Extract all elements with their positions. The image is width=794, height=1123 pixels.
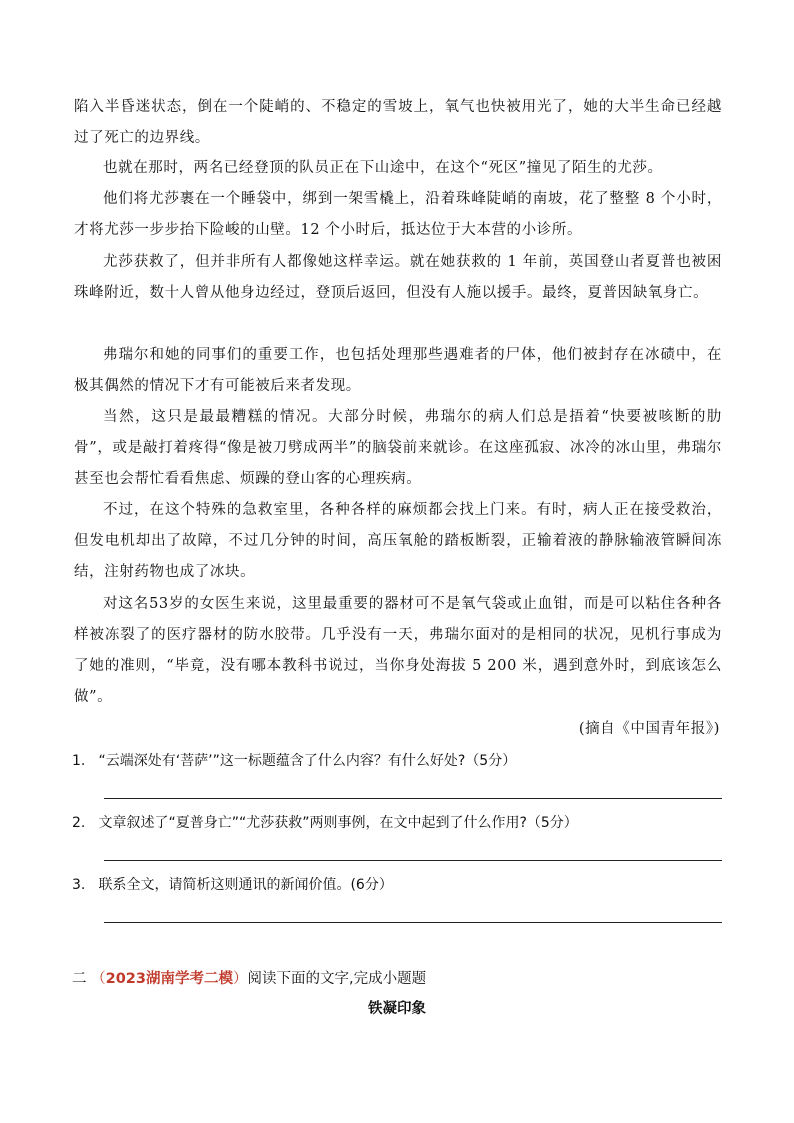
section-source-tag: 2023湖南学考二模 — [105, 971, 233, 987]
article-paragraph-3: 他们将尤莎裹在一个睡袋中，绑到一架雪橇上，沿着珠峰陡峭的南坡，花了整整 8 个小时，才将尤莎一步步抬下险峻的山壁。12 个小时后，抵达位于大本营的小诊所。 — [74, 191, 722, 238]
article-source: (摘自《中国青年报》) — [578, 721, 720, 737]
section-instruction: 阅读下面的文字,完成小题题 — [247, 971, 427, 987]
question-number: 3. — [72, 877, 86, 893]
question-3 — [72, 874, 722, 896]
question-1 — [72, 750, 722, 772]
question-text: 联系全文，请简析这则通讯的新闻价值。(6分） — [98, 877, 393, 893]
section-heading — [72, 968, 426, 990]
section-paren-close: ） — [232, 971, 248, 987]
section-paren-open: （ — [91, 971, 106, 987]
article-paragraph-5: 弗瑞尔和她的同事们的重要工作，也包括处理那些遇难者的尸体，他们被封存在冰碛中，在极其偶然的情况下才有可能被后来者发现。 — [74, 347, 722, 394]
question-number: 2. — [72, 815, 86, 831]
article-paragraph-1: 陷入半昏迷状态，倒在一个陡峭的、不稳定的雪坡上，氧气也快被用光了，她的大半生命已经越过了死亡的边界线。 — [74, 99, 722, 146]
article-paragraph-4: 尤莎获救了，但并非所有人都像她这样幸运。就在她获救的 1 年前，英国登山者夏普也被困珠峰附近，数十人曾从他身边经过，登顶后返回，但没有人施以援手。最终，夏普因缺氧身亡。 — [74, 254, 722, 301]
article-paragraph-7: 不过，在这个特殊的急救室里，各种各样的麻烦都会找上门来。有时，病人正在接受救治，但发电机却出了故障，不过几分钟的时间，高压氧舱的踏板断裂，正输着液的静脉输液管瞬间冻结，注射药物也成了冰块。 — [74, 502, 722, 580]
question-2 — [72, 812, 722, 834]
question-text: 文章叙述了“夏普身亡”“尤莎获救”两则事例，在文中起到了什么作用?（5分） — [98, 815, 578, 831]
answer-line-1[interactable] — [104, 798, 722, 799]
next-article-title: 铁凝印象 — [368, 1001, 426, 1017]
question-number: 1. — [72, 753, 86, 769]
answer-line-2[interactable] — [104, 860, 722, 861]
answer-line-3[interactable] — [104, 922, 722, 923]
article-paragraph-8: 对这名53岁的女医生来说，这里最重要的器材可不是氧气袋或止血钳，而是可以粘住各种各样被冻裂了的医疗器材的防水胶带。几乎没有一天，弗瑞尔面对的是相同的状况，见机行事成为了她的准则，“毕竟，没有哪本教科书说过，当你身处海拔 5 200 米，遇到意外时，到底该怎么做”。 — [74, 596, 722, 705]
article-paragraph-6: 当然，这只是最最糟糕的情况。大部分时候，弗瑞尔的病人们总是捂着“快要被咳断的肋骨”，或是敲打着疼得“像是被刀劈成两半”的脑袋前来就诊。在这座孤寂、冰冷的冰山里，弗瑞尔甚至也会帮忙看看焦虑、烦躁的登山客的心理疾病。 — [74, 409, 722, 487]
question-text: “云端深处有‘菩萨’”这一标题蕴含了什么内容？有什么好处?（5分） — [98, 753, 517, 769]
article-paragraph-2: 也就在那时，两名已经登顶的队员正在下山途中，在这个“死区”撞见了陌生的尤莎。 — [103, 160, 663, 176]
section-number: 二 — [72, 971, 87, 987]
